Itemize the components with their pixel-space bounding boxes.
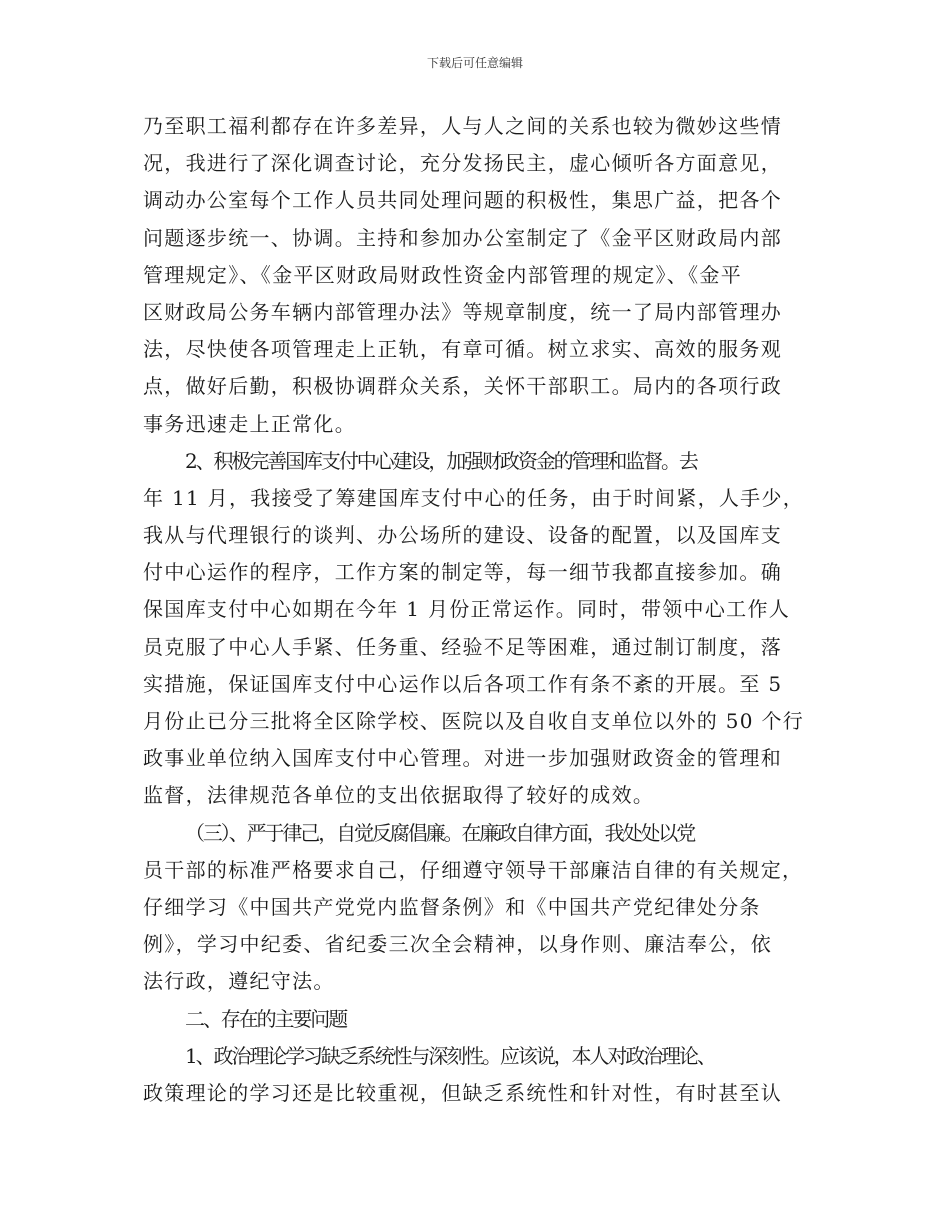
text-line: 点，做好后勤，积极协调群众关系，关怀干部职工。局内的各项行政 [143,374,782,399]
text-line: 2、积极完善国库支付中心建设，加强财政资金的管理和监督。去 [185,448,697,473]
text-line: 监督，法律规范各单位的支出依据取得了较好的成效。 [143,783,655,808]
text-line: 法行政，遵纪守法。 [143,969,335,994]
text-line: 保国库支付中心如期在今年 1 月份正常运作。同时，带领中心工作人 [143,597,791,622]
text-line: 仔细学习《中国共产党党内监督条例》和《中国共产党纪律处分条 [143,894,761,919]
text-line: 二、存在的主要问题 [185,1006,347,1031]
text-line: 况，我进行了深化调查讨论，充分发扬民主，虚心倾听各方面意见， [143,151,782,176]
text-line: 管理规定》、《金平区财政局财政性资金内部管理的规定》、《金平 [143,262,742,287]
text-line: 员干部的标准严格要求自己，仔细遵守领导干部廉洁自律的有关规定， [143,857,804,882]
document-body [143,108,833,1112]
text-line: 付中心运作的程序，工作方案的制定等，每一细节我都直接参加。确 [143,560,782,585]
text-line: 员克服了中心人手紧、任务重、经验不足等困难，通过制订制度，落 [143,634,782,659]
text-line: 问题逐步统一、协调。主持和参加办公室制定了《金平区财政局内部 [143,225,782,250]
text-line: 政事业单位纳入国库支付中心管理。对进一步加强财政资金的管理和 [143,746,782,771]
text-line: 区财政局公务车辆内部管理办法》等规章制度，统一了局内部管理办 [143,299,782,324]
text-line: （三）、严于律己，自觉反腐倡廉。在廉政自律方面，我处处以党 [185,820,695,845]
text-line: 月份止已分三批将全区除学校、医院以及自收自支单位以外的 50 个行 [143,709,805,733]
text-line: 1、政治理论学习缺乏系统性与深刻性。应该说，本人对政治理论、 [185,1043,715,1068]
text-line: 我从与代理银行的谈判、办公场所的建设、设备的配置，以及国库支 [143,523,782,548]
text-line: 年 11 月，我接受了筹建国库支付中心的任务，由于时间紧，人手少， [143,485,805,510]
text-line: 事务迅速走上正常化。 [143,411,356,436]
text-line: 实措施，保证国库支付中心运作以后各项工作有条不紊的开展。至 5 [143,671,783,696]
text-line: 政策理论的学习还是比较重视，但缺乏系统性和针对性，有时甚至认 [143,1080,782,1105]
text-line: 乃至职工福利都存在许多差异，人与人之间的关系也较为微妙这些情 [143,114,782,138]
text-line: 调动办公室每个工作人员共同处理问题的积极性，集思广益，把各个 [143,188,782,213]
text-line: 法，尽快使各项管理走上正轨，有章可循。树立求实、高效的服务观 [143,337,782,362]
page-header: 下载后可任意编辑 [426,56,523,70]
text-line: 例》，学习中纪委、省纪委三次全会精神，以身作则、廉洁奉公，依 [143,932,772,957]
